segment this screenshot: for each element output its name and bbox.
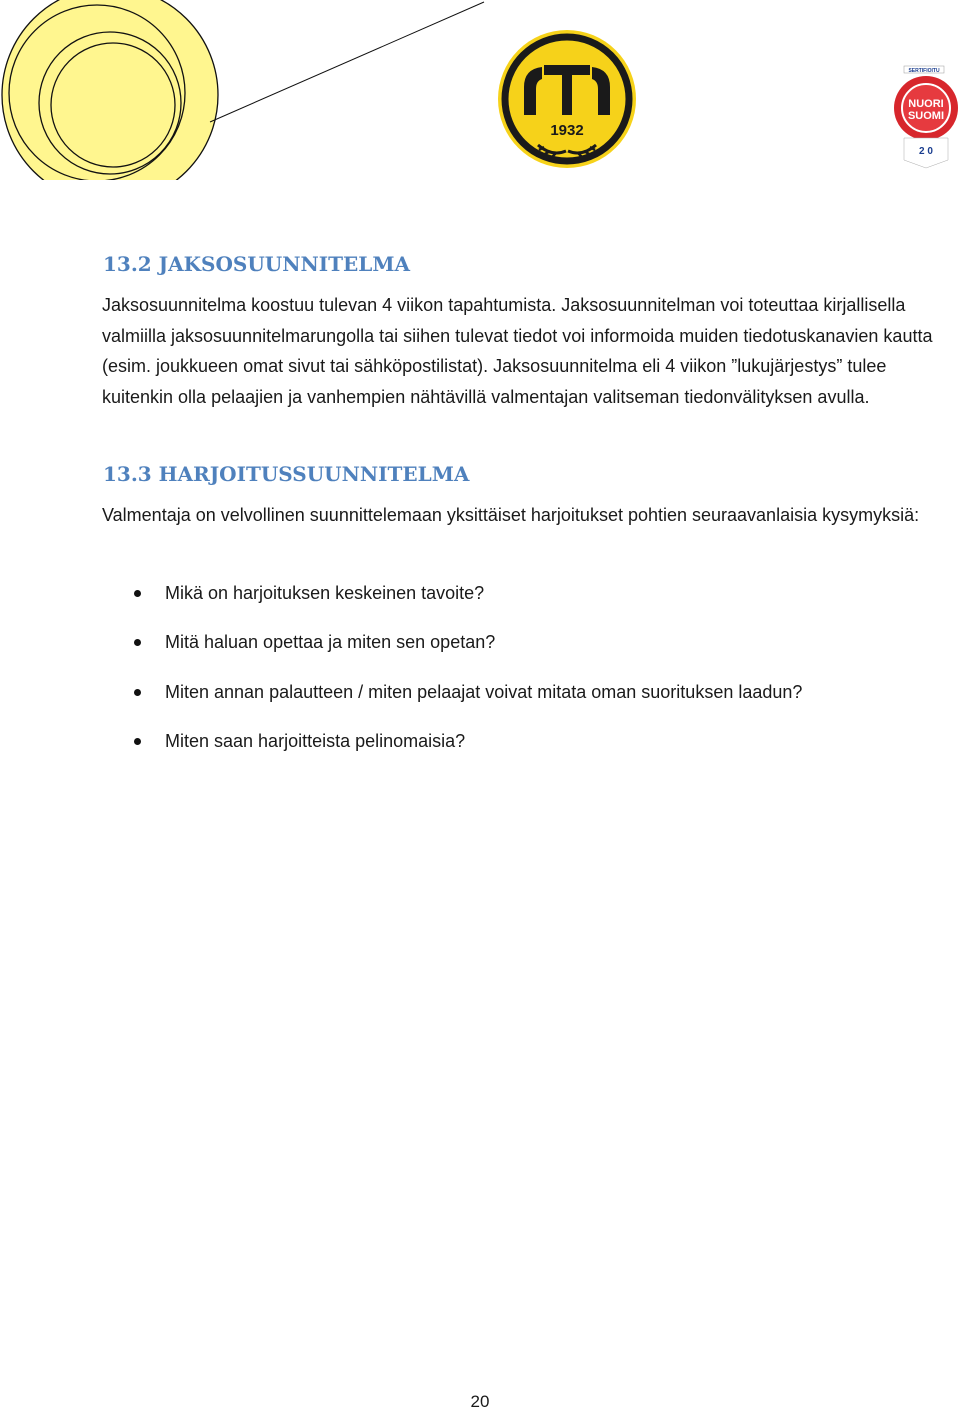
page-number: 20 [470, 1392, 490, 1411]
list-item [102, 578, 802, 627]
section-paragraph-jaksosuunnitelma: Jaksosuunnitelma koostuu tulevan 4 viikon tapahtumista. Jaksosuunnitelman voi toteuttaa kirjallisella valmiilla jaksosuunnitelmarungolla tai siihen tulevat tiedot voi informoida muiden tiedotuskanavien kautta (esim. joukkueen omat sivut tai sähköpostilistat). Jaksosuunnitelma eli 4 viikon ”lukujärjestys” tulee kuitenkin olla pelaajien ja vanhempien nähtävillä valmentajan valitseman tiedonvälityksen avulla. [102, 295, 933, 407]
list-item [102, 726, 802, 775]
list-item-text: Mitä haluan opettaa ja miten sen opetan? [165, 632, 496, 653]
list-item-text: Mikä on harjoituksen keskeinen tavoite? [165, 583, 485, 603]
club-logo [496, 27, 638, 171]
bullet-icon [134, 639, 141, 646]
nuori-logo-year: 2 0 [919, 146, 933, 157]
nuori-logo-line1: NUORI [908, 98, 944, 110]
nuori-logo-line2: SUOMI [907, 110, 945, 122]
section-paragraph-harjoitussuunnitelma: Valmentaja on velvollinen suunnittelemaan yksittäiset harjoitukset pohtien seuraavanlaisia kysymyksiä: [102, 505, 920, 525]
list-item-text: Miten annan palautteen / miten pelaajat voivat mitata oman suorituksen laadun? [165, 681, 803, 702]
nuori-suomi-logo [892, 62, 958, 170]
nuori-logo-top-text: SERTIFIOITU [908, 68, 940, 74]
bullet-icon [134, 590, 141, 597]
list-item [102, 677, 802, 726]
question-list [102, 578, 802, 775]
decorative-circles [0, 0, 490, 180]
bullet-icon [134, 689, 141, 696]
section-heading-jaksosuunnitelma: 13.2 JAKSOSUUNNITELMA [103, 252, 410, 276]
club-logo-year: 1932 [550, 122, 584, 139]
list-item-text: Miten saan harjoitteista pelinomaisia? [165, 730, 466, 751]
section-heading-harjoitussuunnitelma: 13.3 HARJOITUSSUUNNITELMA [103, 462, 470, 486]
bullet-icon [134, 738, 141, 745]
list-item [102, 627, 802, 676]
